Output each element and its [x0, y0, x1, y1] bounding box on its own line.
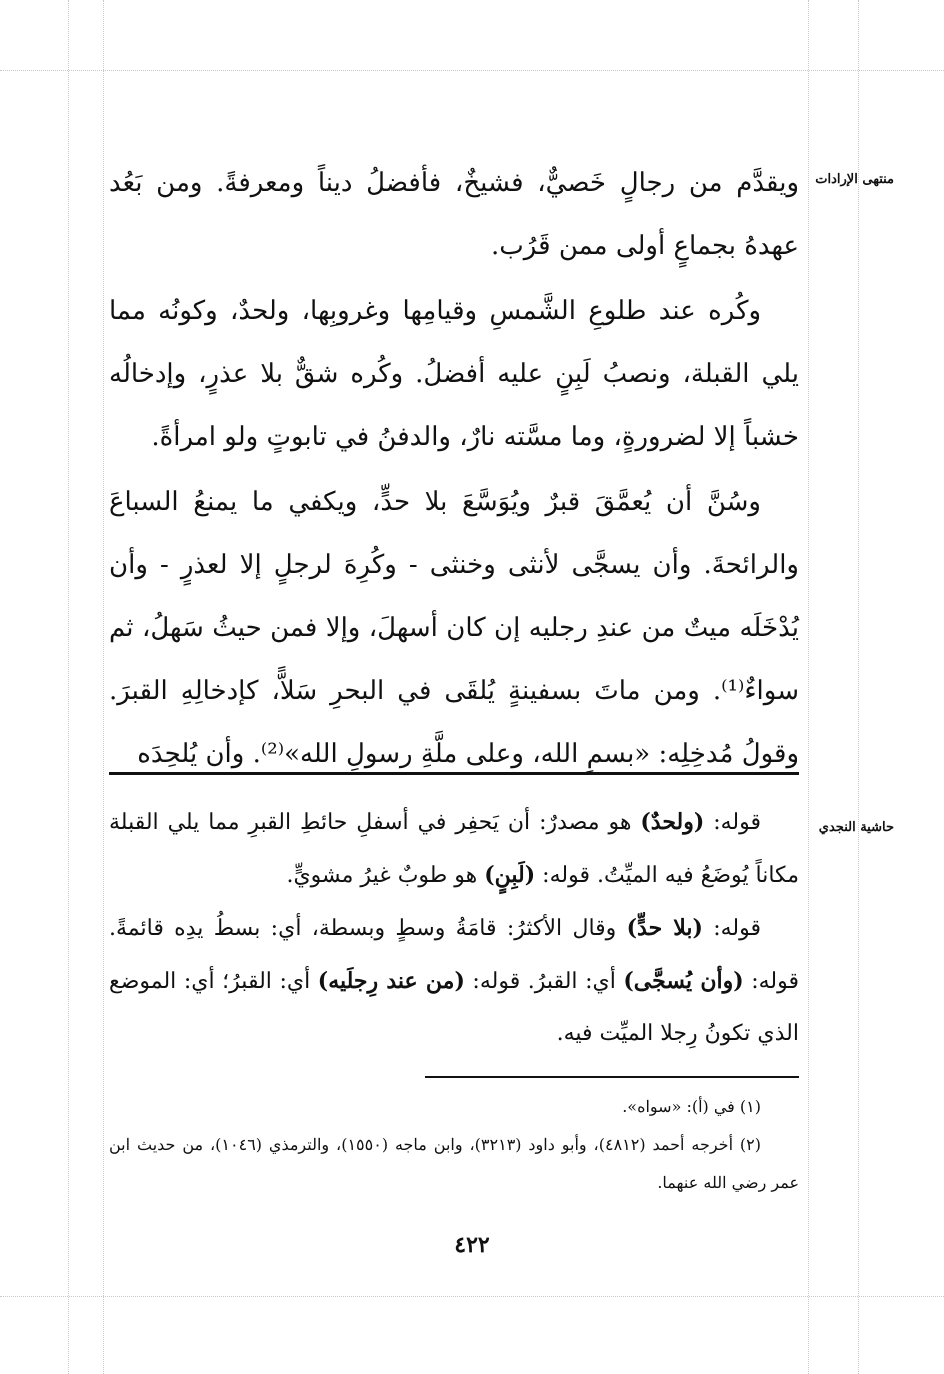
hashiya-text	[109, 796, 799, 1060]
hashiya-keyword: (وأن يُسجَّى)	[623, 968, 744, 994]
main-paragraph: وكُره عند طلوعِ الشَّمسِ وقيامِها وغروبِها، ولحدٌ، وكونُه مما يلي القبلة، ونصبُ لَبِنٍ عليه أفضلُ. وكُره شقٌّ بلا عذرٍ، وإدخالُه خشباً إلا لضرورةٍ، وما مسَّته نارٌ، والدفنُ في تابوتٍ ولو امرأةً.	[109, 296, 799, 452]
scan-guide-line	[68, 0, 69, 1374]
hashiya-paragraph	[109, 796, 799, 902]
main-paragraph: وسُنَّ أن يُعمَّقَ قبرٌ ويُوَسَّعَ بلا حدٍّ، ويكفي ما يمنعُ السباعَ والرائحةَ. وأن يسجَّى لأنثى وخنثى - وكُرِهَ لرجلٍ إلا لعذرٍ - وأن يُدْخَلَه ميتٌ من عندِ رجليه إن كان أسهلَ، وإلا فمن حيثُ سَهلُ، ثم سواءٌ⁽¹⁾. ومن ماتَ بسفينةٍ يُلقَى في البحرِ سَلاًّ، كإدخالِهِ القبرَ. وقولُ مُدخِلِه: «بسمِ الله، وعلى ملَّةِ رسولِ الله»⁽²⁾. وأن يُلحِدَه	[109, 487, 799, 769]
hashiya-text-run: هو طوبٌ غيرُ مشويٍّ.	[286, 863, 485, 888]
hashiya-text-run: قوله:	[704, 810, 761, 835]
scan-guide-line	[0, 1296, 944, 1297]
hashiya-keyword: (بلا حدٍّ)	[626, 915, 703, 941]
hashiya-text-run: أي: القبرُ. قوله:	[464, 969, 624, 994]
hashiya-text-run: قوله:	[702, 916, 761, 941]
main-text	[109, 152, 799, 786]
scan-guide-line	[858, 0, 859, 1374]
hashiya-text-run: وقال الأكثرُ: قامَةُ وسطٍ وبسطة، أي: بسطُ يدِه قائمةً. قوله:	[109, 916, 799, 994]
scan-guide-line	[808, 0, 809, 1374]
side-label-main: منتهى الإرادات	[815, 172, 894, 187]
hashiya-text-run: أي: القبرُ؛ أي: الموضع الذي تكونُ رِجلا الميِّت فيه.	[109, 969, 799, 1046]
hashiya-text-run: هو مصدرٌ: أن يَحفِر في أسفلِ حائطِ القبرِ مما يلي القبلة مكاناً يُوضَعُ فيه الميِّتُ. قوله:	[109, 810, 799, 888]
page-number: ٤٢٢	[454, 1232, 490, 1258]
footnote: (١) في (أ): «سواه».	[622, 1097, 761, 1116]
hashiya-keyword: (لَبِنٍ)	[484, 862, 536, 888]
hashiya-paragraph	[109, 902, 799, 1060]
footnote: (٢) أخرجه أحمد (٤٨١٢)، وأبو داود (٣٢١٣)، وابن ماجه (١٥٥٠)، والترمذي (١٠٤٦)، من حديث ابن عمر رضي الله عنهما.	[109, 1135, 799, 1192]
footnotes	[109, 1088, 799, 1202]
side-label-hashiya: حاشية النجدي	[818, 820, 894, 835]
scan-guide-line	[0, 70, 944, 71]
hashiya-keyword: (ولحدٌ)	[640, 809, 705, 835]
hashiya-keyword: (من عند رِجلَيه)	[317, 968, 465, 994]
footnote-divider	[425, 1076, 799, 1078]
main-paragraph: ويقدَّم من رجالٍ خَصيٌّ، فشيخٌ، فأفضلُ ديناً ومعرفةً. ومن بَعُد عهدهُ بجماعٍ أولى ممن قَرُب.	[109, 168, 800, 261]
scan-guide-line	[103, 0, 104, 1374]
main-divider	[109, 772, 799, 775]
